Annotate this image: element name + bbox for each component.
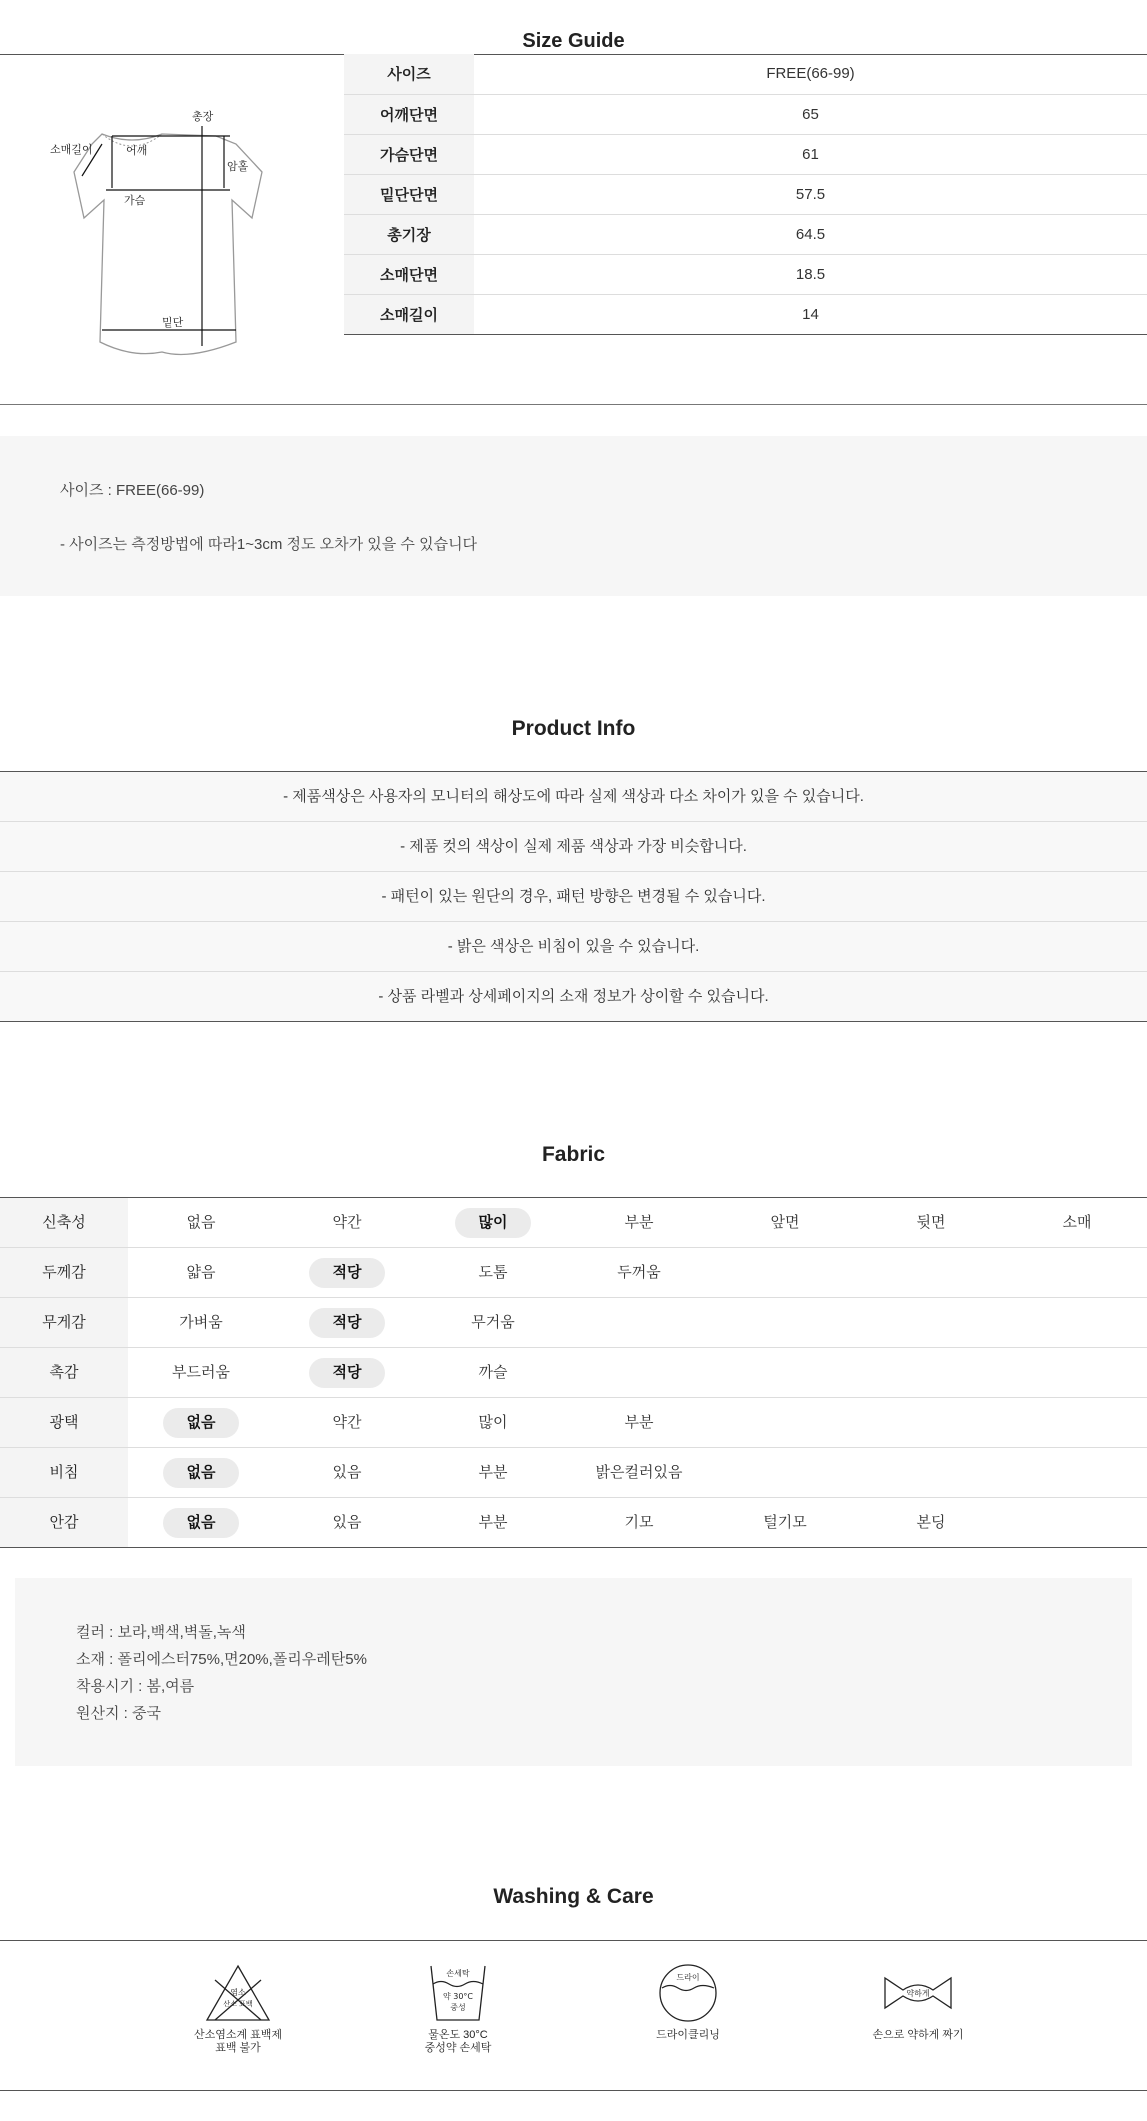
fabric-row-label: 신축성 [0,1198,128,1247]
gentle-wring-label: 손으로 약하게 짜기 [872,2029,964,2041]
size-guide-title: Size Guide [522,30,625,52]
fabric-option [420,1298,566,1347]
fabric-option [712,1498,858,1547]
fabric-option [566,1498,712,1547]
hand-wash-label: 중성약 손세탁 [424,2042,492,2054]
size-table [344,54,1147,335]
fabric-option-label: 두꺼움 [617,1264,661,1281]
diagram-label-sleeve-length: 소매길이 [50,144,93,156]
fabric-option-label: 부드러움 [172,1364,230,1381]
size-value: 65 [474,94,1147,134]
fabric-row [0,1198,1147,1248]
fabric-option [128,1298,274,1347]
fabric-option [274,1448,420,1497]
fabric-option-label: 없음 [163,1508,240,1538]
fabric-detail-material: 소재 : 폴리에스터75%,면20%,폴리우레탄5% [76,1651,367,1668]
size-key: 밑단단면 [344,174,474,214]
no-bleach-symbol-text: 염소 [230,1988,246,1997]
size-key: 소매길이 [344,294,474,334]
wash-item-gentle-wring [838,1962,998,2042]
fabric-option [566,1248,712,1297]
diagram-label-shoulder: 어깨 [126,145,148,157]
fabric-row-label: 촉감 [0,1348,128,1397]
size-key: 가슴단면 [344,134,474,174]
fabric-option [712,1198,858,1247]
table-row [344,54,1147,94]
fabric-option [128,1348,274,1397]
product-info-title: Product Info [511,717,636,740]
product-info-line: - 제품 컷의 색상이 실제 제품 색상과 가장 비슷합니다. [0,822,1147,872]
table-row [344,94,1147,134]
dry-clean-symbol-text: 드라이 [676,1973,700,1982]
fabric-detail-color: 컬러 : 보라,백색,벽돌,녹색 [76,1624,246,1641]
size-value: 14 [474,294,1147,334]
fabric-option [566,1398,712,1447]
size-note: - 사이즈는 측정방법에 따라1~3cm 정도 오차가 있을 수 있습니다 [60,536,478,553]
fabric-option-label: 부분 [624,1214,654,1231]
fabric-option-selected [420,1198,566,1247]
fabric-row [0,1348,1147,1398]
size-value: 57.5 [474,174,1147,214]
fabric-option [128,1198,274,1247]
size-key: 어깨단면 [344,94,474,134]
fabric-option [274,1198,420,1247]
fabric-option-label: 있음 [332,1514,362,1531]
washing-title: Washing & Care [493,1885,654,1908]
size-guide-bottom-divider [0,404,1147,405]
fabric-option-label: 없음 [163,1408,240,1438]
fabric-detail-origin: 원산지 : 중국 [76,1705,161,1722]
size-notes-box [0,436,1147,596]
product-info-line: - 상품 라벨과 상세페이지의 소재 정보가 상이할 수 있습니다. [0,972,1147,1022]
fabric-option-label: 적당 [309,1358,386,1388]
tshirt-outline-icon [40,96,280,366]
washing-bottom-divider [0,2090,1147,2091]
fabric-option-label: 적당 [309,1258,386,1288]
hand-wash-symbol-text: 중성 [450,2003,466,2012]
fabric-option-selected [274,1298,420,1347]
hand-wash-symbol-text: 약 30°C [442,1992,474,2001]
fabric-option-label: 얇음 [186,1264,216,1281]
fabric-option-label: 있음 [332,1464,362,1481]
fabric-option-label: 부분 [478,1514,508,1531]
size-value: FREE(66-99) [474,54,1147,94]
fabric-option-label: 많이 [455,1208,532,1238]
fabric-option-label: 약간 [332,1414,362,1431]
diagram-label-total-length: 총장 [192,111,214,123]
fabric-option-label: 털기모 [763,1514,807,1531]
fabric-option-label: 적당 [309,1308,386,1338]
table-row [344,174,1147,214]
no-bleach-icon [203,1962,273,2024]
wash-item-hand-wash [378,1962,538,2055]
fabric-option-label: 밝은컬러있음 [595,1464,683,1481]
fabric-row-label: 안감 [0,1498,128,1547]
fabric-option-label: 까슬 [478,1364,508,1381]
fabric-option [420,1448,566,1497]
size-key: 총기장 [344,214,474,254]
table-row [344,294,1147,334]
gentle-wring-icon [883,1962,953,2024]
fabric-option [566,1448,712,1497]
fabric-option-selected [274,1348,420,1397]
fabric-option-label: 도톰 [478,1264,508,1281]
fabric-option [858,1498,1004,1547]
fabric-option-label: 부분 [624,1414,654,1431]
fabric-details-box [15,1578,1132,1766]
fabric-option-label: 기모 [624,1514,654,1531]
size-note: 사이즈 : FREE(66-99) [60,482,205,499]
fabric-option [420,1398,566,1447]
hand-wash-symbol-text: 손세탁 [446,1969,470,1978]
tshirt-size-diagram [40,96,280,366]
fabric-option [274,1398,420,1447]
fabric-row-label: 두께감 [0,1248,128,1297]
fabric-option [420,1348,566,1397]
diagram-label-hem: 밑단 [162,317,184,329]
gentle-wring-symbol-text: 약하게 [906,1989,930,1998]
fabric-option-selected [274,1248,420,1297]
fabric-option-label: 본딩 [916,1514,946,1531]
fabric-option-selected [128,1398,274,1447]
wash-item-no-bleach [158,1962,318,2055]
wash-item-dry-clean [608,1962,768,2042]
size-value: 64.5 [474,214,1147,254]
size-value: 18.5 [474,254,1147,294]
fabric-row-label: 광택 [0,1398,128,1447]
fabric-row [0,1398,1147,1448]
size-key: 소매단면 [344,254,474,294]
fabric-row [0,1448,1147,1498]
fabric-option [858,1198,1004,1247]
fabric-option-label: 가벼움 [179,1314,223,1331]
fabric-option-selected [128,1498,274,1547]
table-row [344,214,1147,254]
fabric-row [0,1248,1147,1298]
size-key: 사이즈 [344,54,474,94]
table-row [344,254,1147,294]
product-info-line: - 밝은 색상은 비침이 있을 수 있습니다. [0,922,1147,972]
fabric-option [420,1248,566,1297]
fabric-row [0,1298,1147,1348]
no-bleach-label: 산소염소계 표백제 [193,2029,283,2041]
fabric-option-label: 부분 [478,1464,508,1481]
fabric-row-label: 비침 [0,1448,128,1497]
fabric-option-label: 약간 [332,1214,362,1231]
fabric-option [566,1198,712,1247]
fabric-option-label: 많이 [478,1414,508,1431]
fabric-detail-season: 착용시기 : 봄,여름 [76,1678,195,1695]
fabric-row [0,1498,1147,1548]
size-value: 61 [474,134,1147,174]
fabric-option-label: 무거움 [471,1314,515,1331]
diagram-label-armhole: 암홀 [227,161,249,173]
fabric-option [274,1498,420,1547]
fabric-option [128,1248,274,1297]
fabric-option-label: 없음 [186,1214,216,1231]
fabric-option-label: 없음 [163,1458,240,1488]
fabric-title: Fabric [541,1143,606,1166]
fabric-option-label: 뒷면 [916,1214,946,1231]
fabric-option [420,1498,566,1547]
dry-clean-label: 드라이클리닝 [656,2029,720,2041]
diagram-label-chest: 가슴 [124,195,146,207]
fabric-option-selected [128,1448,274,1497]
hand-wash-icon [423,1962,493,2024]
washing-top-divider [0,1940,1147,1941]
product-info-line: - 패턴이 있는 원단의 경우, 패턴 방향은 변경될 수 있습니다. [0,872,1147,922]
fabric-option [1004,1198,1147,1247]
dry-clean-icon [653,1962,723,2024]
hand-wash-label: 물온도 30°C [428,2029,488,2041]
product-info-line: - 제품색상은 사용자의 모니터의 해상도에 따라 실제 색상과 다소 차이가 있을 수 있습니다. [0,772,1147,822]
fabric-option-label: 앞면 [770,1214,800,1231]
fabric-row-label: 무게감 [0,1298,128,1347]
fabric-option-label: 소매 [1062,1214,1092,1231]
no-bleach-label: 표백 불가 [215,2042,261,2054]
table-row [344,134,1147,174]
no-bleach-symbol-text: 산소 표백 [223,2000,253,2008]
